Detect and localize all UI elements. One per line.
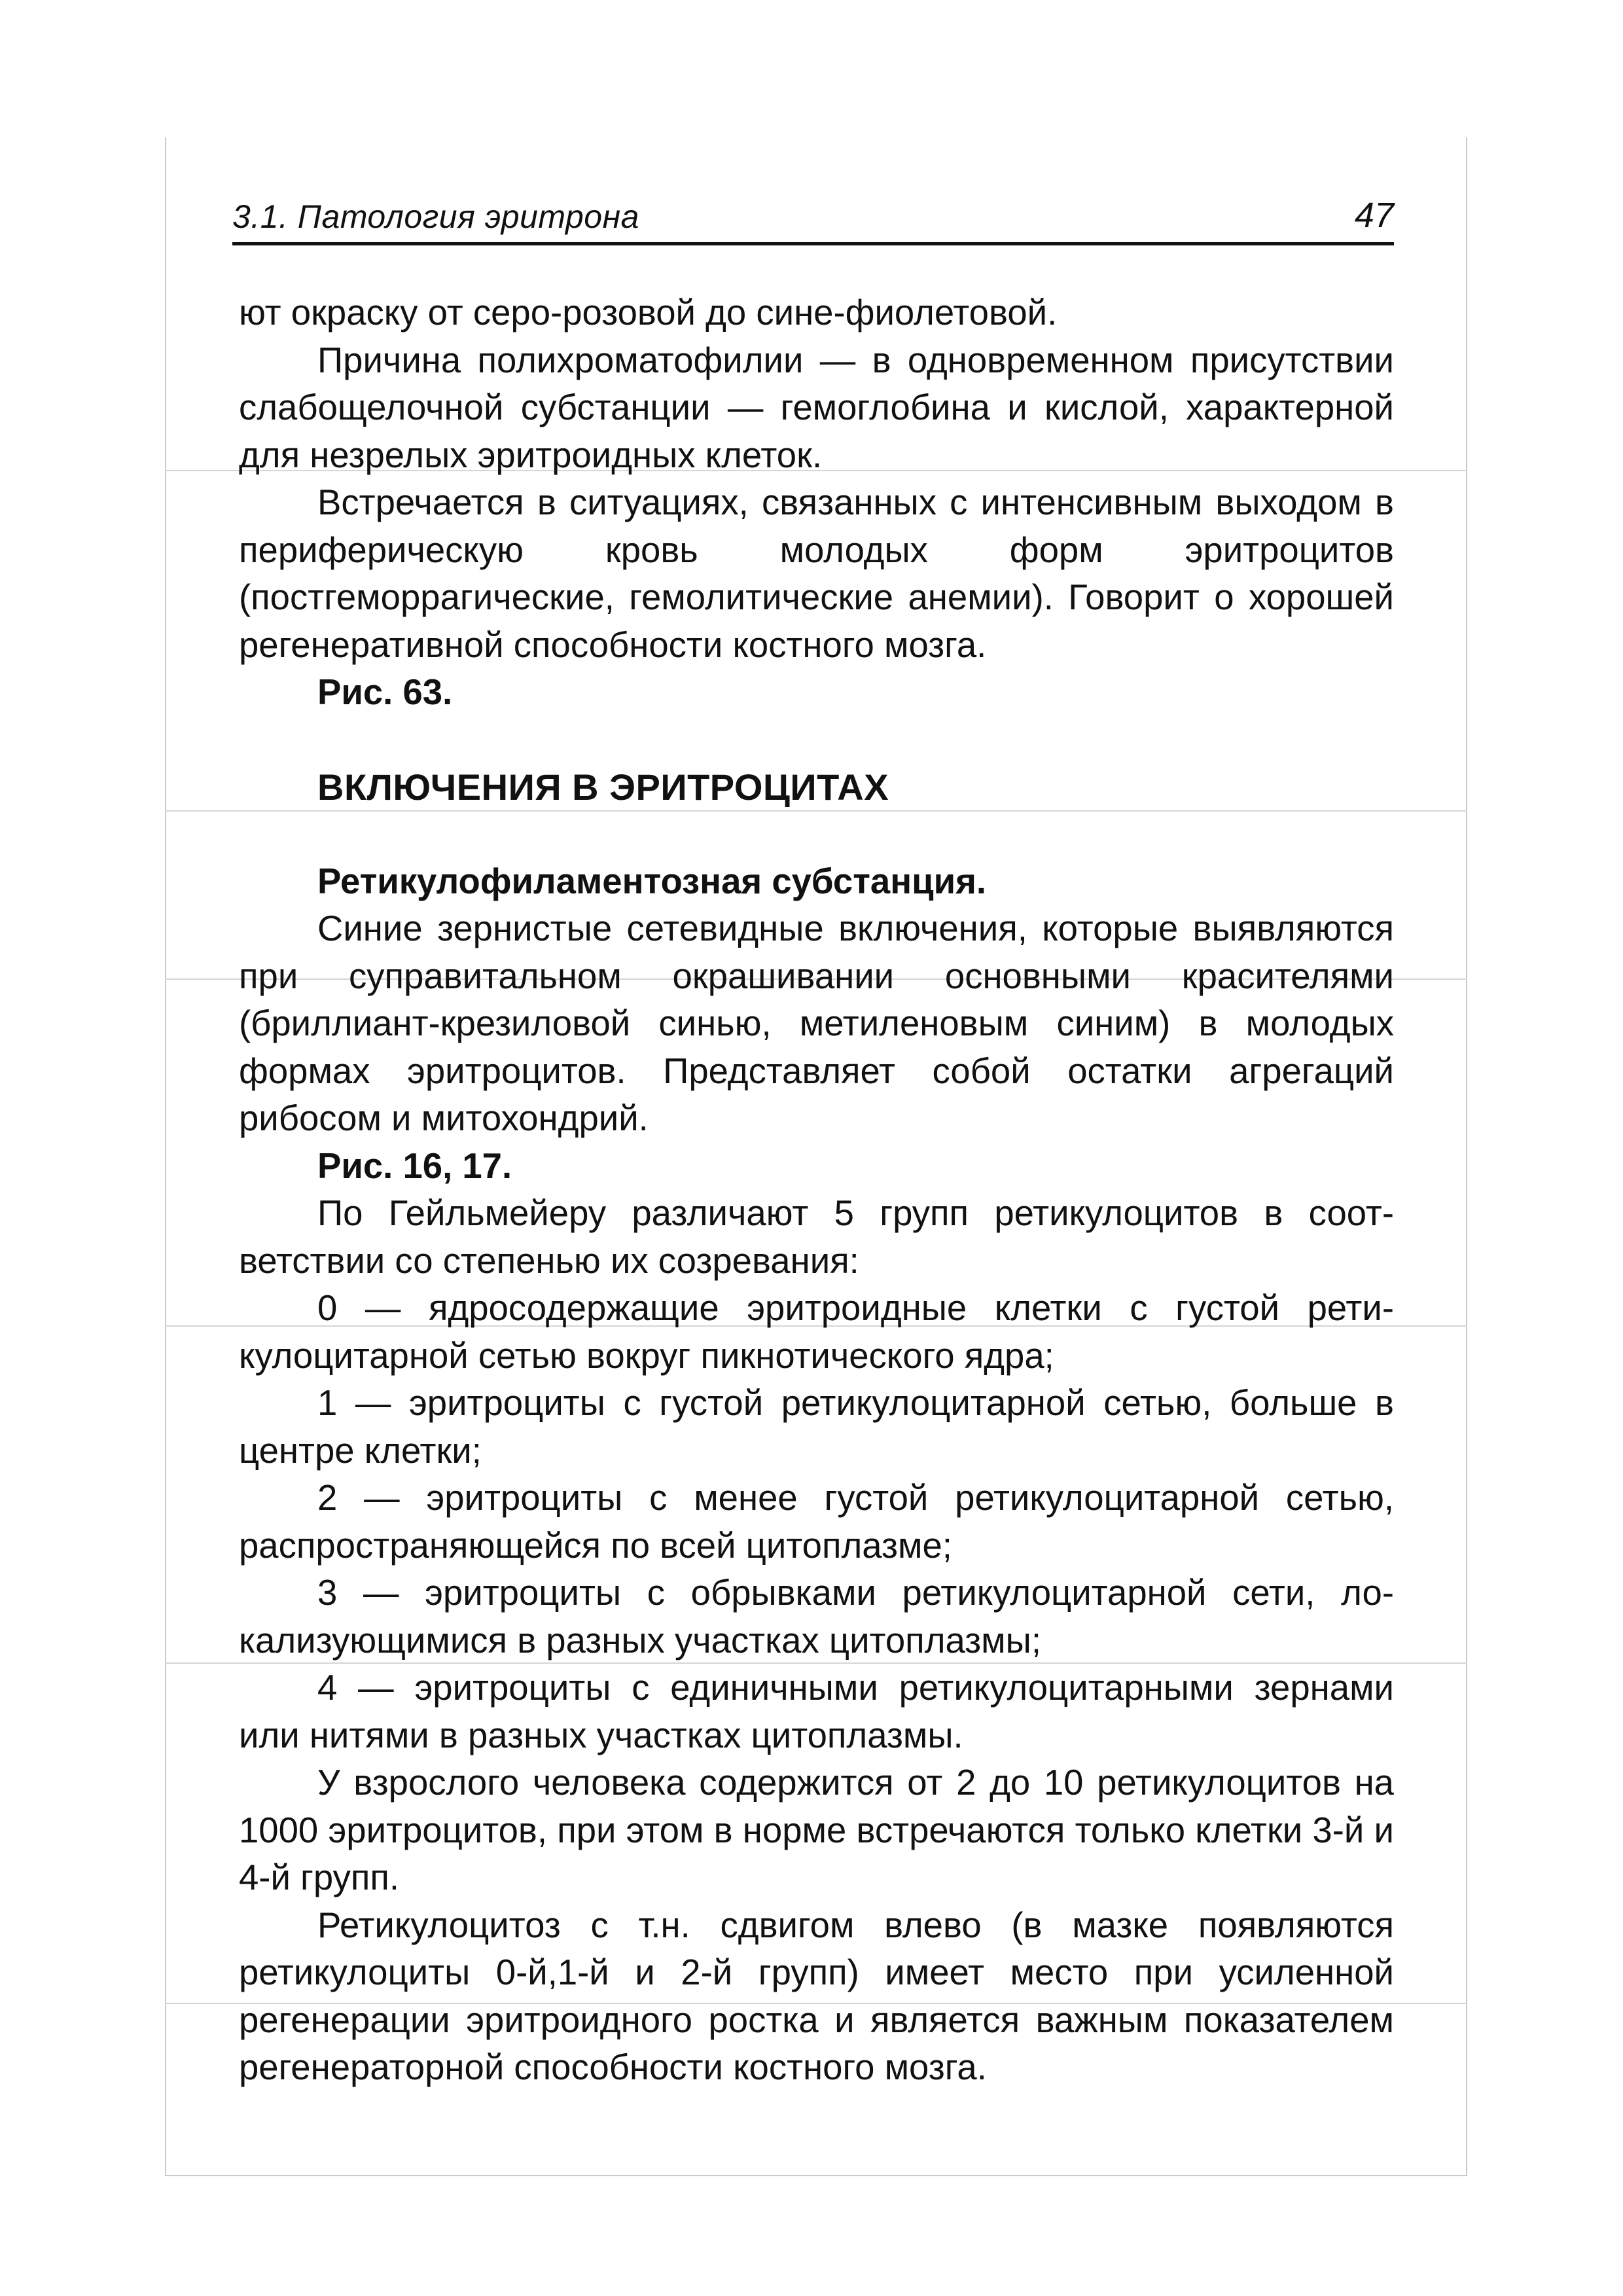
section-heading: ВКЛЮЧЕНИЯ В ЭРИТРОЦИТАХ: [317, 766, 889, 808]
paragraph: Встречается в ситуациях, связанных с интенсивным выходом в периферическую кровь молодых форм эритроцитов (постгеморрагические, гемолитические анемии). Говорит о хорошей регенеративной способности костного мозга.: [239, 482, 1394, 665]
page-frame-bottom: [165, 2175, 1467, 2176]
list-item: 2 — эритроциты с менее густой ретикулоцитарной сетью, распространяющейся по всей цитоплазме;: [239, 1478, 1394, 1566]
paragraph: Синие зернистые сетевидные включения, которые выявляются при суправитальном окрашивании основными красителями (бриллиант-крезиловой синью, метиленовым синим) в молодых формах эритроцитов. Представляет собой остатки агрегаций рибосом и митохондрий.: [239, 908, 1394, 1138]
page-number: 47: [1354, 196, 1394, 235]
paragraph: Ретикулоцитоз с т.н. сдвигом влево (в мазке появляются ретикулоциты 0-й,1-й и 2-й групп) имеет место при усиленной регенерации эритроидного ростка и является важным показателем регенераторной способности костного мозга.: [239, 1905, 1394, 2087]
list-item: 3 — эритроциты с обрывками ретикулоцитарной сети, локализующимися в разных участках цитоплазмы;: [239, 1573, 1394, 1660]
paragraph: По Гейльмейеру различают 5 групп ретикулоцитов в соответствии со степенью их созревания:: [239, 1193, 1394, 1281]
page-body: [239, 289, 1394, 2092]
running-header: [232, 190, 1394, 245]
figure-reference: Рис. 16, 17.: [317, 1145, 512, 1186]
list-item: 4 — эритроциты с единичными ретикулоцитарными зернами или нитями в разных участках цитоплазмы.: [239, 1668, 1394, 1755]
figure-reference: Рис. 63.: [317, 672, 453, 712]
paragraph: Причина полихроматофилии — в одновременном присутствии слабощелочной субстанции — гемоглобина и кислой, характерной для незрелых эритроидных клеток.: [239, 340, 1394, 475]
paragraph: ют окраску от серо-розовой до сине-фиолетовой.: [239, 293, 1058, 332]
list-item: 1 — эритроциты с густой ретикулоцитарной сетью, больше в центре клетки;: [239, 1383, 1394, 1471]
page-frame-left: [165, 137, 166, 2176]
page-frame-right: [1466, 137, 1467, 2176]
list-item: 0 — ядросодержащие эритроидные клетки с густой ретикулоцитарной сетью вокруг пикнотического ядра;: [239, 1288, 1394, 1376]
subsection-heading: Ретикулофиламентозная субстанция.: [317, 861, 987, 901]
paragraph: У взрослого человека содержится от 2 до 10 ретикулоцитов на 1000 эритроцитов, при этом в норме встречаются только клетки 3-й и 4-й групп.: [239, 1763, 1394, 1897]
section-title: 3.1. Патология эритрона: [232, 198, 639, 235]
